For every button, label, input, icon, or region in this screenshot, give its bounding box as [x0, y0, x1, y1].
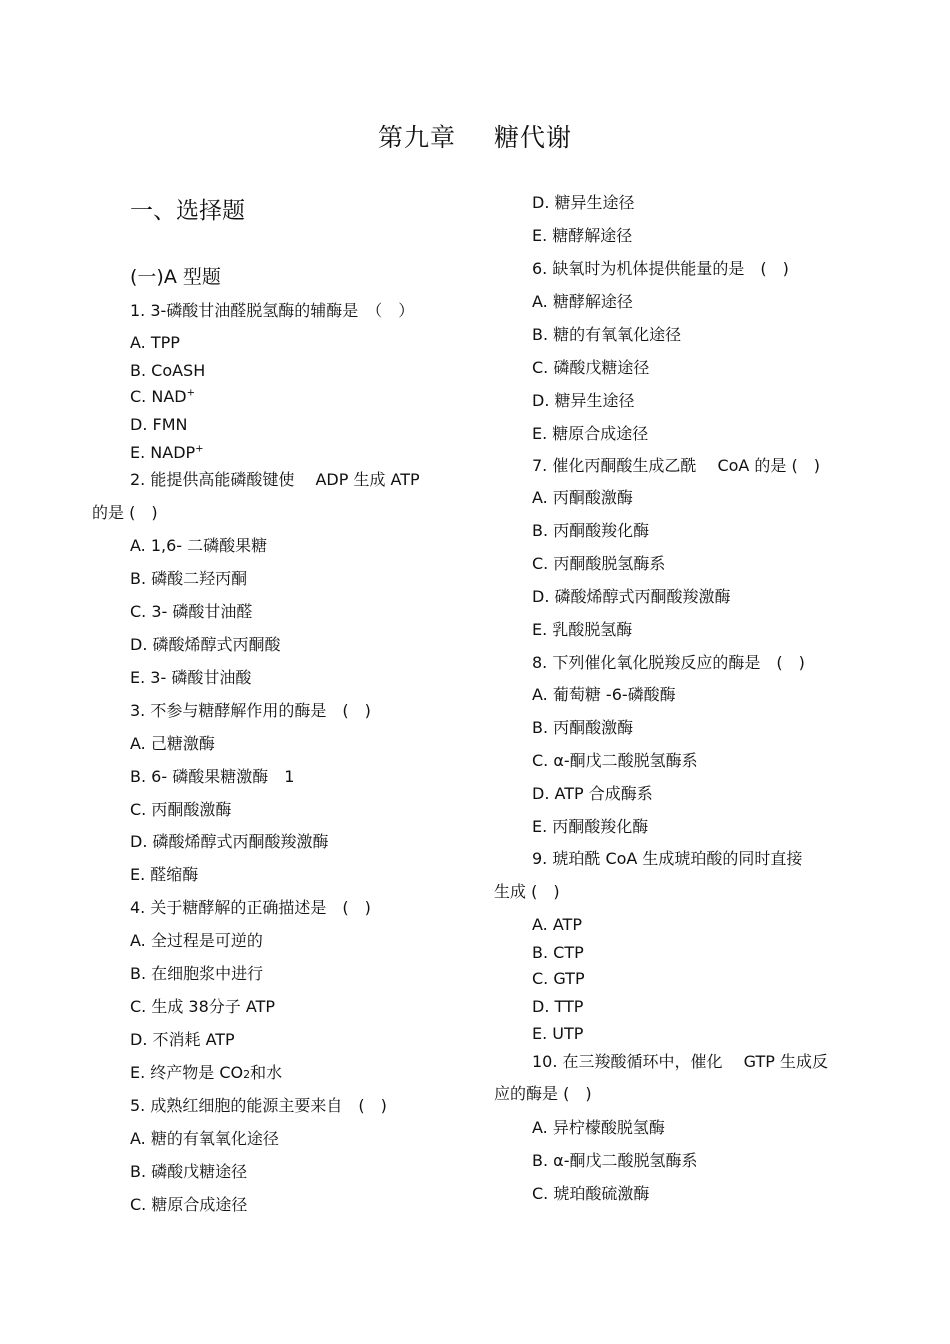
option-line: B. 在细胞浆中进行	[130, 964, 264, 983]
option-line: B. 磷酸戊糖途径	[130, 1162, 248, 1181]
option-line: C. NAD+	[130, 387, 195, 406]
option-line: A. 丙酮酸激酶	[532, 488, 633, 507]
option-line: E. 终产物是 CO2和水	[130, 1063, 283, 1082]
question-line: 1. 3-磷酸甘油醛脱氢酶的辅酶是 （ ）	[130, 301, 415, 320]
option-line: E. 乳酸脱氢酶	[532, 620, 633, 639]
question-line: 生成 ( )	[494, 882, 560, 901]
option-line: A. 糖酵解途径	[532, 292, 633, 311]
option-line: D. 磷酸烯醇式丙酮酸羧激酶	[532, 587, 731, 606]
option-line: E. 糖原合成途径	[532, 424, 649, 443]
option-line: E. 3- 磷酸甘油酸	[130, 668, 252, 687]
option-line: E. 醛缩酶	[130, 865, 199, 884]
option-line: B. α-酮戊二酸脱氢酶系	[532, 1151, 698, 1170]
question-line: 10. 在三羧酸循环中，催化 GTP 生成反	[532, 1052, 828, 1071]
option-line: D. FMN	[130, 415, 188, 434]
option-line: C. 丙酮酸脱氢酶系	[532, 554, 666, 573]
option-line: A. 1,6- 二磷酸果糖	[130, 536, 268, 555]
option-line: C. 琥珀酸硫激酶	[532, 1184, 650, 1203]
question-line: 2. 能提供高能磷酸键使 ADP 生成 ATP	[130, 470, 420, 489]
option-line: B. CTP	[532, 943, 584, 962]
question-line: 应的酶是 ( )	[494, 1084, 592, 1103]
option-line: C. GTP	[532, 969, 585, 988]
option-line: A. 糖的有氧氧化途径	[130, 1129, 279, 1148]
option-line: C. 3- 磷酸甘油醛	[130, 602, 253, 621]
option-line: E. UTP	[532, 1024, 584, 1043]
option-line: E. 糖酵解途径	[532, 226, 633, 245]
option-line: D. 磷酸烯醇式丙酮酸羧激酶	[130, 832, 329, 851]
question-line: 8. 下列催化氧化脱羧反应的酶是 ( )	[532, 653, 805, 672]
option-line: A. ATP	[532, 915, 582, 934]
section-heading: 一、选择题	[130, 198, 245, 224]
option-line: B. 磷酸二羟丙酮	[130, 569, 248, 588]
option-line: A. 葡萄糖 -6-磷酸酶	[532, 685, 676, 704]
question-line: 7. 催化丙酮酸生成乙酰 CoA 的是 ( )	[532, 456, 821, 475]
option-line: C. 磷酸戊糖途径	[532, 358, 650, 377]
option-line: C. 糖原合成途径	[130, 1195, 248, 1214]
question-line: 5. 成熟红细胞的能源主要来自 ( )	[130, 1096, 387, 1115]
option-line: D. 不消耗 ATP	[130, 1030, 235, 1049]
question-line: 的是 ( )	[92, 503, 158, 522]
option-line: A. TPP	[130, 333, 180, 352]
option-line: E. NADP+	[130, 443, 204, 462]
option-line: D. ATP 合成酶系	[532, 784, 653, 803]
option-line: B. 丙酮酸羧化酶	[532, 521, 650, 540]
page-title	[0, 118, 950, 154]
option-line: C. α-酮戊二酸脱氢酶系	[532, 751, 698, 770]
chapter-number: 第九章	[377, 123, 456, 152]
subsection-heading: (一)A 型题	[130, 266, 221, 288]
option-line: C. 生成 38分子 ATP	[130, 997, 276, 1016]
option-line: A. 异柠檬酸脱氢酶	[532, 1118, 665, 1137]
option-line: B. 丙酮酸激酶	[532, 718, 634, 737]
option-line: D. TTP	[532, 997, 584, 1016]
option-line: B. 糖的有氧氧化途径	[532, 325, 682, 344]
option-line: D. 糖异生途径	[532, 391, 635, 410]
option-line: B. 6- 磷酸果糖激酶 1	[130, 767, 295, 786]
option-line: B. CoASH	[130, 361, 206, 380]
option-line: E. 丙酮酸羧化酶	[532, 817, 649, 836]
question-line: 9. 琥珀酰 CoA 生成琥珀酸的同时直接	[532, 849, 803, 868]
option-line: A. 己糖激酶	[130, 734, 215, 753]
option-line: C. 丙酮酸激酶	[130, 800, 232, 819]
option-line: D. 磷酸烯醇式丙酮酸	[130, 635, 281, 654]
chapter-topic: 糖代谢	[494, 123, 573, 152]
option-line: A. 全过程是可逆的	[130, 931, 263, 950]
question-line: 6. 缺氧时为机体提供能量的是 ( )	[532, 259, 789, 278]
question-line: 4. 关于糖酵解的正确描述是 ( )	[130, 898, 371, 917]
question-line: 3. 不参与糖酵解作用的酶是 ( )	[130, 701, 371, 720]
option-line: D. 糖异生途径	[532, 193, 635, 212]
